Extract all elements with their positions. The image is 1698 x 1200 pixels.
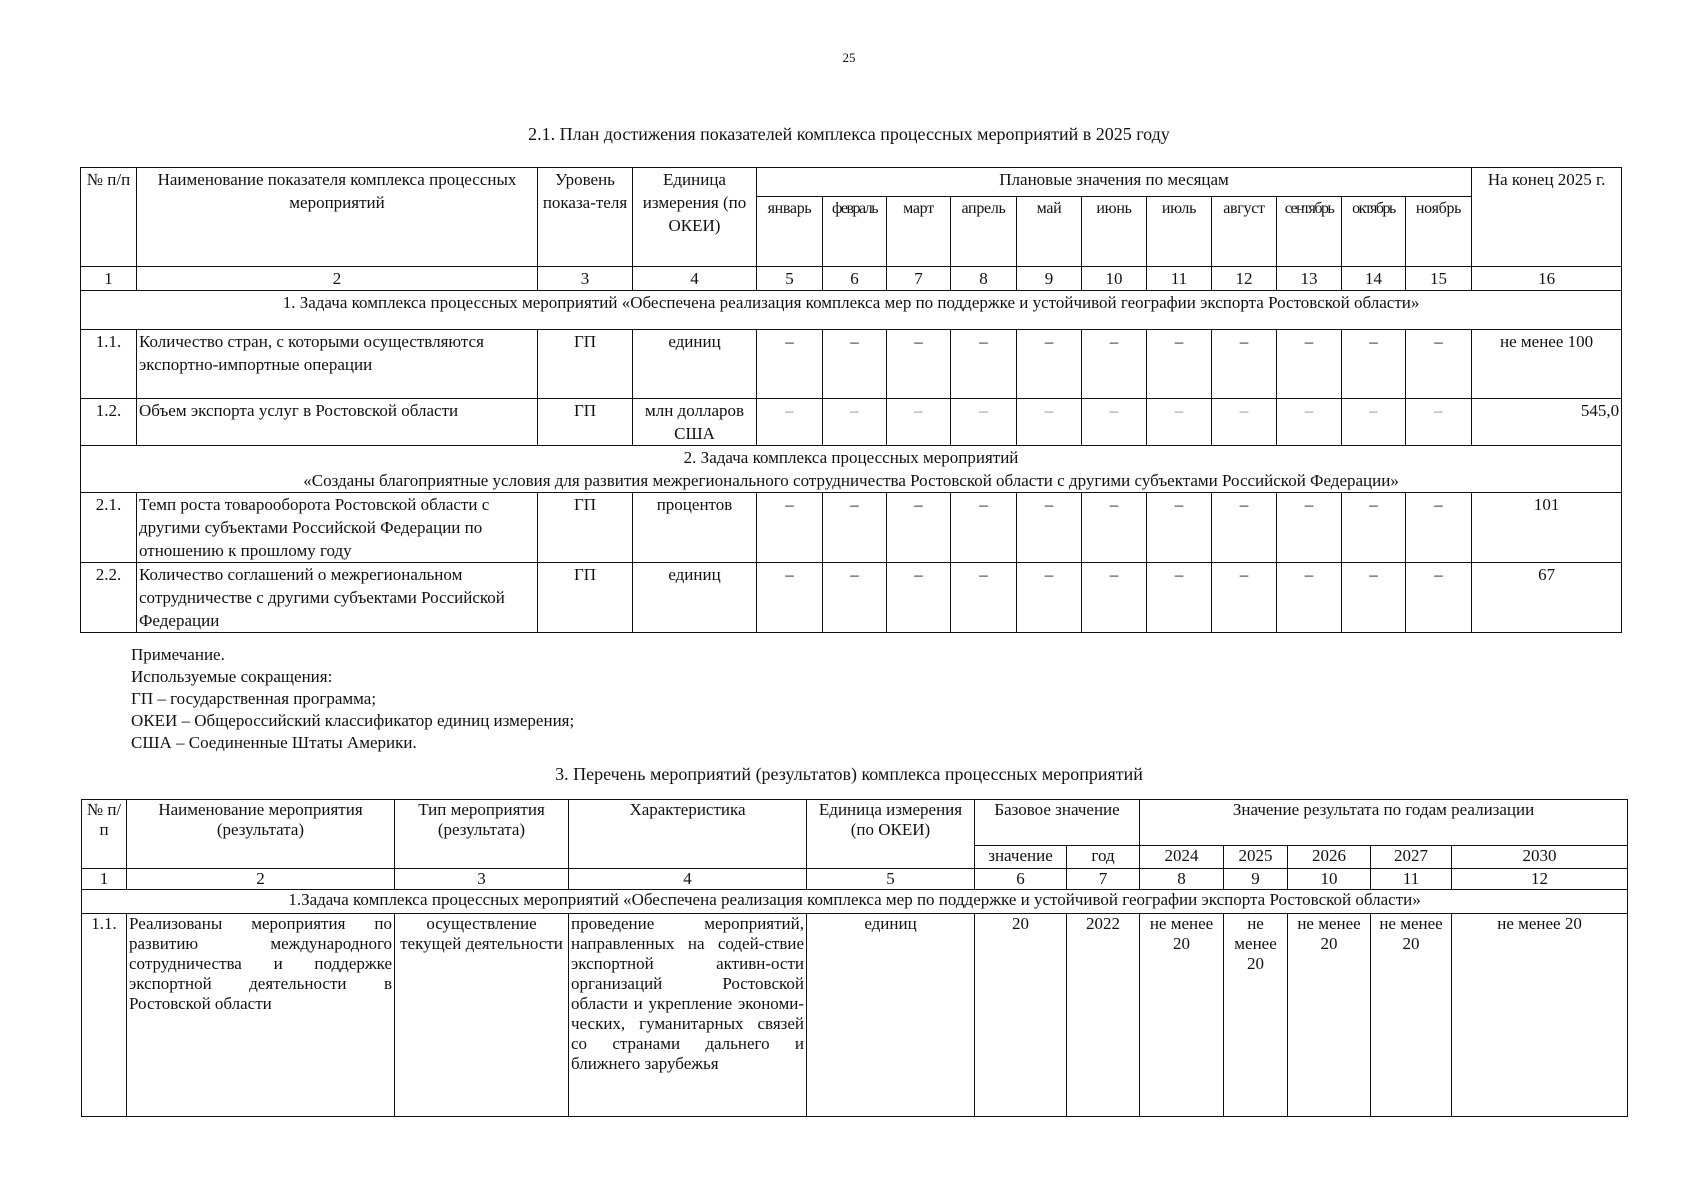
year-end-value: 67 xyxy=(1472,563,1622,633)
column-number: 6 xyxy=(823,267,887,291)
column-number: 7 xyxy=(887,267,951,291)
header-month: август xyxy=(1212,197,1277,267)
month-value: – xyxy=(757,563,823,633)
column-number: 11 xyxy=(1371,869,1452,890)
month-value: – xyxy=(823,493,887,563)
row-num: 2.1. xyxy=(81,493,137,563)
header-year: 2030 xyxy=(1452,846,1628,869)
table-row xyxy=(81,399,1622,446)
month-value: – xyxy=(1342,330,1406,399)
column-number: 5 xyxy=(807,869,975,890)
month-value: – xyxy=(1017,330,1082,399)
column-number: 10 xyxy=(1288,869,1371,890)
header-month: сентябрь xyxy=(1277,197,1342,267)
table-row xyxy=(82,914,1628,1117)
month-value: – xyxy=(1017,563,1082,633)
month-value: – xyxy=(823,330,887,399)
header-year: 2024 xyxy=(1140,846,1224,869)
header-unit: Единица измерения (по ОКЕИ) xyxy=(807,800,975,869)
month-value: – xyxy=(1406,563,1472,633)
row-num: 2.2. xyxy=(81,563,137,633)
indicator-level: ГП xyxy=(538,493,633,563)
indicator-unit: млн долларов США xyxy=(633,399,757,446)
page-number: 25 xyxy=(842,50,856,65)
year-end-value: 101 xyxy=(1472,493,1622,563)
column-number: 8 xyxy=(1140,869,1224,890)
header-month: март xyxy=(887,197,951,267)
column-number: 10 xyxy=(1082,267,1147,291)
header-level: Уровень показа-теля xyxy=(538,168,633,267)
row-num: 1.1. xyxy=(81,330,137,399)
header-month: июнь xyxy=(1082,197,1147,267)
task-2-heading xyxy=(81,446,1622,493)
header-month: февраль xyxy=(823,197,887,267)
month-value: – xyxy=(1212,563,1277,633)
note-line: ГП – государственная программа; xyxy=(131,689,377,708)
column-number: 3 xyxy=(538,267,633,291)
column-number: 4 xyxy=(633,267,757,291)
year-end-value: не менее 100 xyxy=(1472,330,1622,399)
month-value: – xyxy=(1147,399,1212,446)
header-base-value: Базовое значение xyxy=(975,800,1140,846)
month-value: – xyxy=(1342,563,1406,633)
month-value: – xyxy=(1212,399,1277,446)
month-value: – xyxy=(1406,330,1472,399)
month-value: – xyxy=(1277,399,1342,446)
month-value: – xyxy=(1082,493,1147,563)
month-value: – xyxy=(1082,563,1147,633)
indicators-plan-table xyxy=(80,167,1622,633)
month-value: – xyxy=(1147,493,1212,563)
month-value: – xyxy=(951,330,1017,399)
month-value: – xyxy=(823,563,887,633)
header-num: № п/п xyxy=(81,168,137,267)
header-characteristic: Характеристика xyxy=(569,800,807,869)
note-line: Используемые сокращения: xyxy=(131,667,333,686)
row-num: 1.1. xyxy=(82,914,127,1117)
indicator-level: ГП xyxy=(538,399,633,446)
header-month: июль xyxy=(1147,197,1212,267)
header-unit: Единица измерения (по ОКЕИ) xyxy=(633,168,757,267)
column-number: 12 xyxy=(1452,869,1628,890)
indicator-level: ГП xyxy=(538,330,633,399)
year-end-value: 545,0 xyxy=(1472,399,1622,446)
month-value: – xyxy=(1406,493,1472,563)
row-num: 1.2. xyxy=(81,399,137,446)
month-value: – xyxy=(1342,493,1406,563)
month-value: – xyxy=(757,493,823,563)
abbreviations-note xyxy=(131,644,574,754)
header-num: № п/п xyxy=(82,800,127,869)
indicator-name: Объем экспорта услуг в Ростовской области xyxy=(137,399,538,446)
month-value: – xyxy=(951,493,1017,563)
month-value: – xyxy=(1406,399,1472,446)
month-value: – xyxy=(1277,330,1342,399)
indicator-level: ГП xyxy=(538,563,633,633)
task-2-heading-line-1: 2. Задача комплекса процессных мероприятий xyxy=(683,448,1019,467)
month-value: – xyxy=(1082,330,1147,399)
header-indicator-name: Наименование показателя комплекса процессных мероприятий xyxy=(137,168,538,267)
column-numbers-row xyxy=(82,869,1628,890)
month-value: – xyxy=(887,563,951,633)
header-month: октябрь xyxy=(1342,197,1406,267)
month-value: – xyxy=(1277,563,1342,633)
column-number: 12 xyxy=(1212,267,1277,291)
header-base-value-value: значение xyxy=(975,846,1067,869)
activities-results-table xyxy=(81,799,1628,1117)
month-value: – xyxy=(887,330,951,399)
header-activity-name: Наименование мероприятия (результата) xyxy=(127,800,395,869)
column-number: 2 xyxy=(137,267,538,291)
month-value: – xyxy=(1017,399,1082,446)
column-numbers-row xyxy=(81,267,1622,291)
column-number: 4 xyxy=(569,869,807,890)
month-value: – xyxy=(951,563,1017,633)
month-value: – xyxy=(1082,399,1147,446)
table-row xyxy=(81,563,1622,633)
column-number: 5 xyxy=(757,267,823,291)
column-number: 6 xyxy=(975,869,1067,890)
indicator-name: Темп роста товарооборота Ростовской области с другими субъектами Российской Федерации по отношению к прошлому году xyxy=(137,493,538,563)
indicator-unit: единиц xyxy=(633,330,757,399)
column-number: 16 xyxy=(1472,267,1622,291)
month-value: – xyxy=(1212,493,1277,563)
header-month: январь xyxy=(757,197,823,267)
column-number: 11 xyxy=(1147,267,1212,291)
month-value: – xyxy=(1147,563,1212,633)
column-number: 1 xyxy=(81,267,137,291)
column-number: 1 xyxy=(82,869,127,890)
column-number: 2 xyxy=(127,869,395,890)
header-activity-type: Тип мероприятия (результата) xyxy=(395,800,569,869)
header-year-end: На конец 2025 г. xyxy=(1472,168,1622,267)
header-year: 2026 xyxy=(1288,846,1371,869)
base-year: 2022 xyxy=(1067,914,1140,1117)
indicator-name: Количество стран, с которыми осуществляются экспортно-импортные операции xyxy=(137,330,538,399)
month-value: – xyxy=(757,399,823,446)
column-number: 15 xyxy=(1406,267,1472,291)
column-number: 14 xyxy=(1342,267,1406,291)
activity-name: Реализованы мероприятия по развитию международного сотрудничества и поддержке экспортной деятельности в Ростовской области xyxy=(127,914,395,1117)
column-number: 13 xyxy=(1277,267,1342,291)
header-base-value-year: год xyxy=(1067,846,1140,869)
column-number: 9 xyxy=(1224,869,1288,890)
result-2024: не менее 20 xyxy=(1140,914,1224,1117)
indicator-unit: единиц xyxy=(633,563,757,633)
header-month: ноябрь xyxy=(1406,197,1472,267)
month-value: – xyxy=(1277,493,1342,563)
activity-type: осуществление текущей деятельности xyxy=(395,914,569,1117)
month-value: – xyxy=(757,330,823,399)
section-3-title: 3. Перечень мероприятий (результатов) комплекса процессных мероприятий xyxy=(555,764,1143,784)
table-row xyxy=(81,493,1622,563)
task-1-heading: 1. Задача комплекса процессных мероприятий «Обеспечена реализация комплекса мер по поддержке и устойчивой географии экспорта Ростовской области» xyxy=(81,291,1622,330)
column-number: 9 xyxy=(1017,267,1082,291)
month-value: – xyxy=(823,399,887,446)
activity-characteristic: проведение мероприятий, направленных на содей-ствие экспортной активн-ости организаций Ростовской области и укрепление экономи-ческих, гуманитарных связей со странами дальнего и ближнего зарубежья xyxy=(569,914,807,1117)
result-2030: не менее 20 xyxy=(1452,914,1628,1117)
task-1-heading: 1.Задача комплекса процессных мероприятий «Обеспечена реализация комплекса мер по поддержке и устойчивой географии экспорта Ростовской области» xyxy=(82,890,1628,914)
month-value: – xyxy=(951,399,1017,446)
month-value: – xyxy=(1017,493,1082,563)
note-line: Примечание. xyxy=(131,645,225,664)
header-month: май xyxy=(1017,197,1082,267)
section-2-1-title: 2.1. План достижения показателей комплекса процессных мероприятий в 2025 году xyxy=(528,124,1170,144)
column-number: 3 xyxy=(395,869,569,890)
column-number: 8 xyxy=(951,267,1017,291)
column-number: 7 xyxy=(1067,869,1140,890)
indicator-unit: процентов xyxy=(633,493,757,563)
task-2-heading-line-2: «Созданы благоприятные условия для развития межрегионального сотрудничества Ростовской области с другими субъектами Российской Федерации» xyxy=(303,471,1399,490)
activity-unit: единиц xyxy=(807,914,975,1117)
table-row xyxy=(81,330,1622,399)
base-value: 20 xyxy=(975,914,1067,1117)
header-year: 2025 xyxy=(1224,846,1288,869)
result-2025: не менее 20 xyxy=(1224,914,1288,1117)
result-2026: не менее 20 xyxy=(1288,914,1371,1117)
month-value: – xyxy=(887,493,951,563)
header-year: 2027 xyxy=(1371,846,1452,869)
header-planned-by-month: Плановые значения по месяцам xyxy=(757,168,1472,197)
month-value: – xyxy=(1212,330,1277,399)
header-month: апрель xyxy=(951,197,1017,267)
indicator-name: Количество соглашений о межрегиональном сотрудничестве с другими субъектами Российской Федерации xyxy=(137,563,538,633)
note-line: США – Соединенные Штаты Америки. xyxy=(131,733,417,752)
month-value: – xyxy=(1342,399,1406,446)
result-2027: не менее 20 xyxy=(1371,914,1452,1117)
month-value: – xyxy=(1147,330,1212,399)
header-result-by-year: Значение результата по годам реализации xyxy=(1140,800,1628,846)
month-value: – xyxy=(887,399,951,446)
note-line: ОКЕИ – Общероссийский классификатор единиц измерения; xyxy=(131,711,575,730)
